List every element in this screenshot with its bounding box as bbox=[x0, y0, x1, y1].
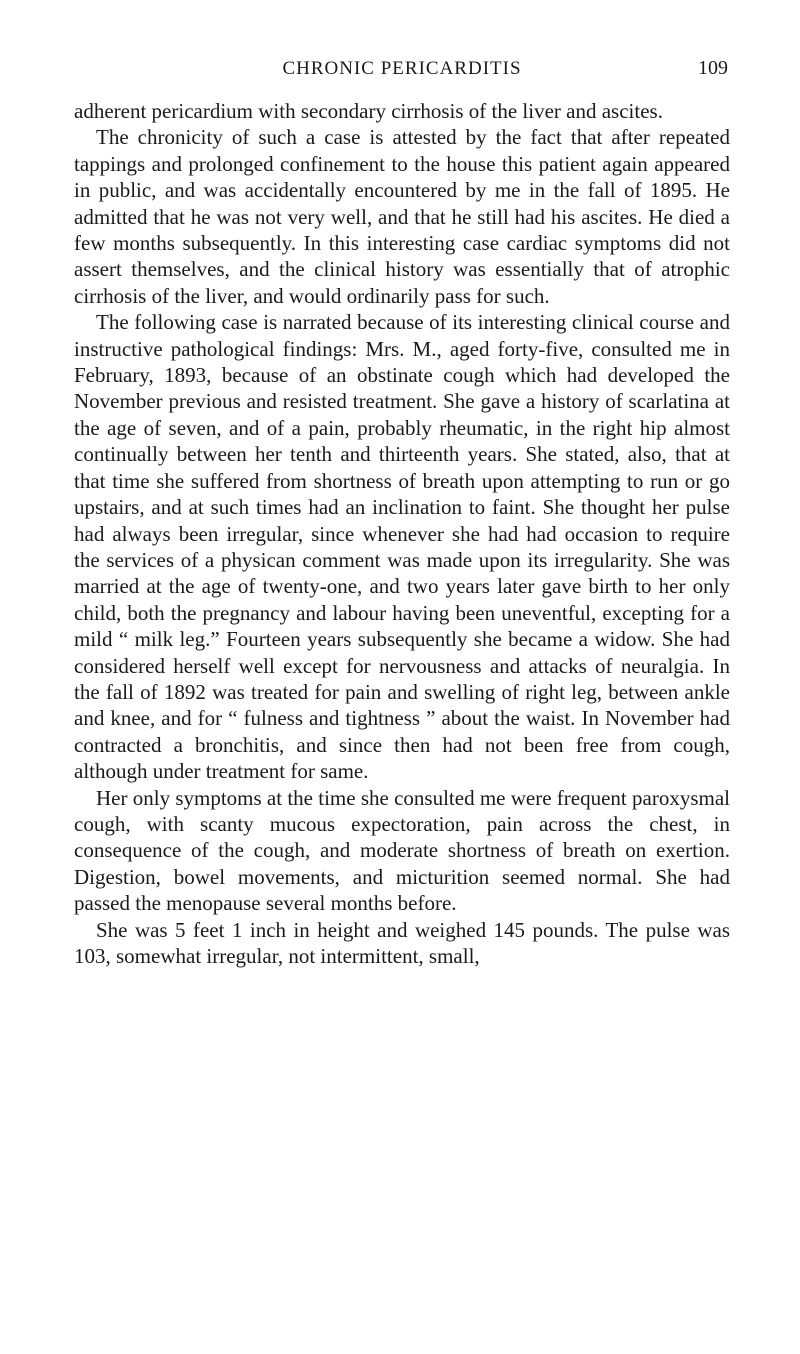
paragraph: Her only symptoms at the time she consulted me were frequent paroxysmal cough, with scanty mucous expectoration, pain across the chest, in consequence of the cough, and moderate shortness of breath on exertion. Digestion, bowel movements, and micturition seemed normal. She had passed the menopause several months before. bbox=[74, 785, 730, 916]
body-text bbox=[74, 98, 730, 969]
paragraph-continuation: adherent pericardium with secondary cirrhosis of the liver and ascites. bbox=[74, 99, 663, 123]
page-number: 109 bbox=[698, 57, 728, 79]
paragraph: She was 5 feet 1 inch in height and weighed 145 pounds. The pulse was 103, somewhat irregular, not intermittent, small, bbox=[74, 917, 730, 968]
book-page bbox=[74, 56, 730, 969]
running-head bbox=[74, 56, 730, 92]
running-title: CHRONIC PERICARDITIS bbox=[282, 58, 522, 79]
paragraph: The following case is narrated because of its interesting clinical course and instructive pathological findings: Mrs. M., aged forty-five, consulted me in February, 1893, because of an obstinate cough which had developed the November previous and resisted treatment. She gave a history of scarlatina at the age of seven, and of a pain, probably rheumatic, in the right hip almost continually between her tenth and thirteenth years. She stated, also, that at that time she suffered from shortness of breath upon attempting to run or go upstairs, and at such times had an inclination to faint. She thought her pulse had always been irregular, since whenever she had had occasion to require the services of a physican comment was made upon its irregularity. She was married at the age of twenty-one, and two years later gave birth to her only child, both the pregnancy and labour having been uneventful, excepting for a mild “ milk leg.” Fourteen years subsequently she became a widow. She had considered herself well except for nervousness and attacks of neuralgia. In the fall of 1892 was treated for pain and swelling of right leg, between ankle and knee, and for “ fulness and tightness ” about the waist. In November had contracted a bronchitis, and since then had not been free from cough, although under treatment for same. bbox=[74, 310, 730, 784]
paragraph: The chronicity of such a case is attested by the fact that after repeated tappings and prolonged confinement to the house this patient again appeared in public, and was accidentally encountered by me in the fall of 1895. He admitted that he was not very well, and that he still had his ascites. He died a few months subsequently. In this interesting case cardiac symptoms did not assert themselves, and the clinical history was essentially that of atrophic cirrhosis of the liver, and would ordinarily pass for such. bbox=[74, 125, 730, 308]
